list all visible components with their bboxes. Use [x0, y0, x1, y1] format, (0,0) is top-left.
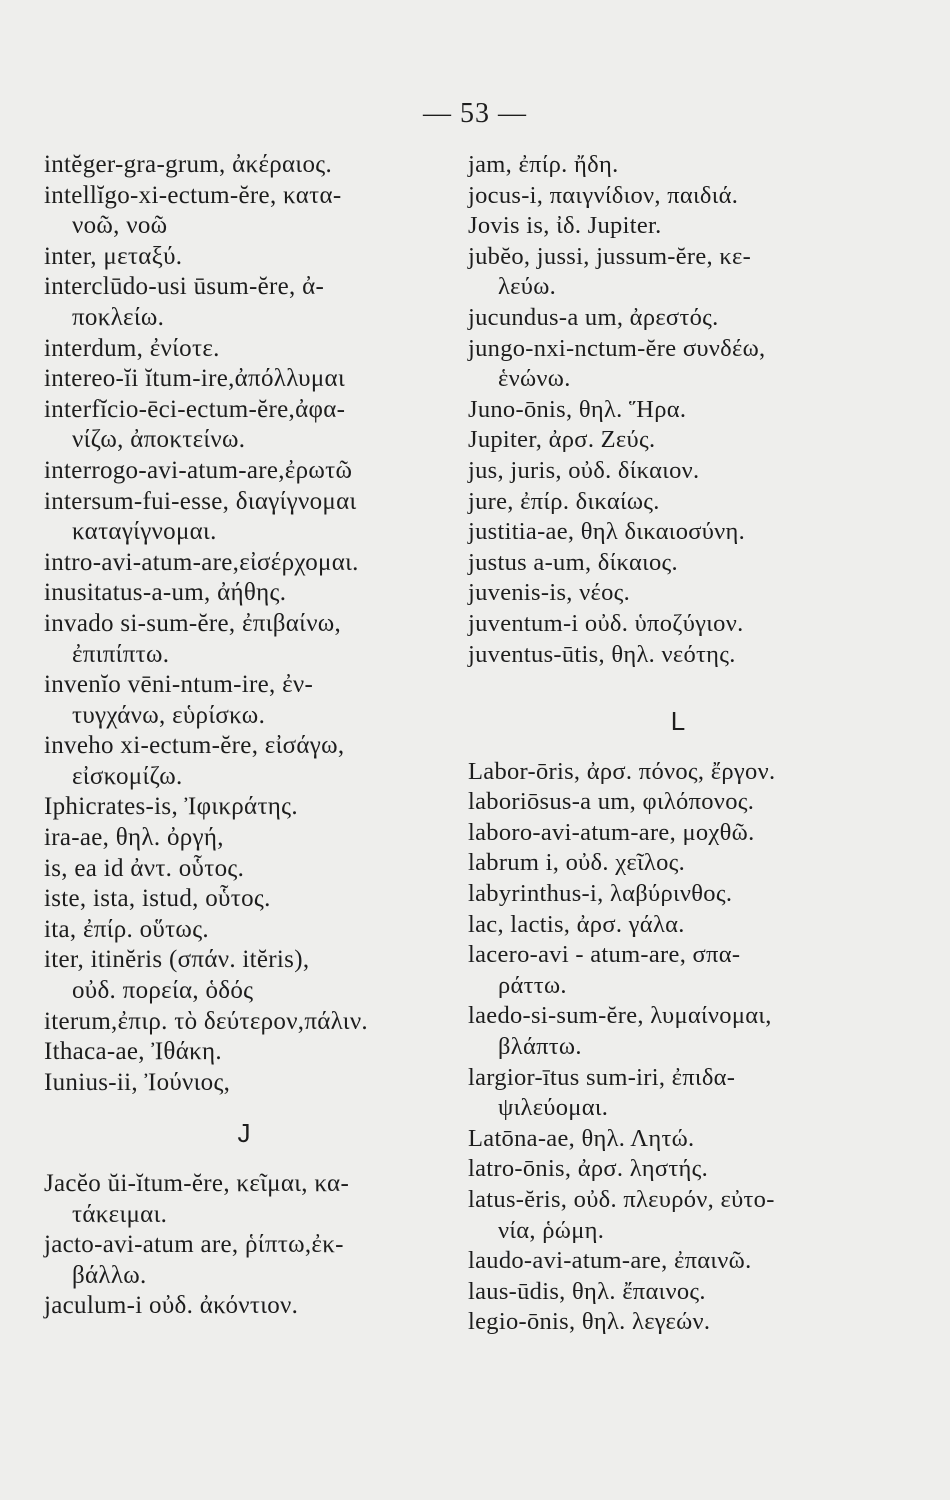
entry-largior: largior-ītus sum-iri, ἐπιδα-	[468, 1063, 736, 1091]
entry-inusitatus: inusitatus-a-um, ἀήθης.	[44, 579, 287, 607]
entry-jacto: jacto-avi-atum are, ῥίπτω,ἐκ-	[44, 1231, 344, 1259]
entry-ithaca: Ithaca-ae, Ἰθάκη.	[44, 1038, 222, 1066]
entry-juvenis: juvenis-is, νέος.	[468, 579, 631, 607]
entry-interficio-cont: νίζω, ἀποκτείνω.	[72, 426, 246, 454]
entry-intersum: intersum-fui-esse, διαγίγνομαι	[44, 487, 357, 515]
entry-jubeo: jubĕo, jussi, jussum-ĕre, κε-	[468, 242, 752, 270]
entry-integer: intĕger-gra-grum, ἀκέραιος.	[44, 151, 332, 178]
entry-jam: jam, ἐπίρ. ἤδη.	[468, 151, 619, 178]
entry-is: is, ea id ἀντ. οὗτος.	[44, 854, 245, 882]
entry-jupiter: Jupiter, ἀρσ. Ζεύς.	[468, 426, 656, 454]
entry-iter-cont: οὐδ. πορεία, ὁδός	[72, 977, 254, 1005]
entry-jaculum: jaculum-i οὐδ. ἀκόντιον.	[44, 1292, 299, 1320]
entry-inveho-cont: εἰσκομίζω.	[72, 762, 183, 790]
entry-iter: iter, itinĕris (σπάν. itĕris),	[44, 946, 310, 974]
entry-interdum: interdum, ἐνίοτε.	[44, 334, 220, 362]
entry-jure: jure, ἐπίρ. δικαίως.	[468, 487, 660, 515]
entry-latro: latro-ōnis, ἀρσ. ληστής.	[468, 1155, 709, 1183]
entry-largior-cont: ψιλεύομαι.	[498, 1094, 609, 1122]
entry-laedo-cont: βλάπτω.	[498, 1033, 582, 1061]
entry-juno: Juno-ōnis, θηλ. Ἥρα.	[468, 395, 687, 423]
entry-interrogo: interrogo-avi-atum-are,ἐρωτῶ	[44, 456, 353, 484]
entry-iunius: Iunius-ii, Ἰούνιος,	[44, 1068, 231, 1096]
left-column	[44, 150, 444, 1322]
entry-lacero-cont: ράττω.	[498, 971, 567, 999]
section-heading-l: L	[670, 706, 686, 737]
entry-jacto-cont: βάλλω.	[72, 1261, 147, 1289]
entry-juventus: juventus-ūtis, θηλ. νεότης.	[468, 640, 736, 668]
right-column	[468, 150, 888, 1338]
entry-interficio: interfĭcio-ēci-ectum-ĕre,ἀφα-	[44, 395, 346, 423]
entry-iste: iste, ista, istud, οὗτος.	[44, 885, 271, 913]
entry-invenio: invenĭo vēni-ntum-ire, ἐν-	[44, 671, 314, 699]
entry-ira: ira-ae, θηλ. ὀργή,	[44, 824, 224, 852]
entry-intelligo: intellĭgo-xi-ectum-ĕre, κατα-	[44, 181, 342, 209]
entry-iphicrates: Iphicrates-is, Ἰφικράτης.	[44, 793, 298, 821]
entry-invenio-cont: τυγχάνω, εὑρίσκω.	[72, 701, 266, 729]
entry-invado-cont: ἐπιπίπτω.	[72, 640, 170, 668]
entry-laboro: laboro-avi-atum-are, μοχθῶ.	[468, 818, 755, 846]
entry-laedo: laedo-si-sum-ĕre, λυμαίνομαι,	[468, 1002, 772, 1030]
entry-labrum: labrum i, οὐδ. χεῖλος.	[468, 849, 686, 877]
entry-invado: invado si-sum-ĕre, ἐπιβαίνω,	[44, 609, 342, 637]
entry-jocus: jocus-i, παιγνίδιον, παιδιά.	[468, 181, 739, 209]
entry-labyrinthus: labyrinthus-i, λαβύρινθος.	[468, 880, 733, 908]
entry-inveho: inveho xi-ectum-ĕre, εἰσάγω,	[44, 732, 345, 760]
entry-jus: jus, juris, οὐδ. δίκαιον.	[468, 456, 700, 484]
entry-jungo-cont: ἑνώνω.	[498, 365, 571, 393]
entry-jaceo: Jacĕo ŭi-ĭtum-ĕre, κεῖμαι, κα-	[44, 1170, 350, 1197]
entry-latona: Latōna-ae, θηλ. Λητώ.	[468, 1124, 695, 1152]
page-number: — 53 —	[423, 98, 527, 129]
entry-justus: justus a-um, δίκαιος.	[468, 548, 678, 576]
entry-latus-cont: νία, ῥώμη.	[498, 1216, 605, 1244]
entry-jucundus: jucundus-a um, ἀρεστός.	[468, 303, 719, 331]
entry-lac: lac, lactis, ἀρσ. γάλα.	[468, 910, 685, 938]
entry-laus: laus-ūdis, θηλ. ἔπαινος.	[468, 1277, 706, 1305]
entry-intercludo: interclūdo-usi ūsum-ĕre, ἀ-	[44, 273, 325, 301]
entry-jovis: Jovis is, ἰδ. Jupiter.	[468, 212, 662, 240]
section-heading-j: J	[237, 1118, 251, 1149]
entry-lacero: lacero-avi - atum-are, σπα-	[468, 941, 741, 969]
entry-jaceo-cont: τάκειμαι.	[72, 1200, 168, 1228]
entry-intereo: intereo-ĭi ĭtum-ire,ἀπόλλυμαι	[44, 365, 345, 393]
entry-laboriosus: laboriōsus-a um, φιλόπονος.	[468, 788, 755, 816]
entry-inter: inter, μεταξύ.	[44, 242, 183, 270]
entry-intro: intro-avi-atum-are,εἰσέρχομαι.	[44, 548, 359, 576]
entry-labor: Labor-ōris, ἀρσ. πόνος, ἔργον.	[468, 757, 776, 785]
entry-jungo: jungo-nxi-nctum-ĕre συνδέω,	[468, 334, 766, 362]
entry-justitia: justitia-ae, θηλ δικαιοσύνη.	[468, 518, 746, 546]
entry-jubeo-cont: λεύω.	[498, 273, 557, 301]
entry-legio: legio-ōnis, θηλ. λεγεών.	[468, 1308, 711, 1336]
entry-laudo: laudo-avi-atum-are, ἐπαινῶ.	[468, 1247, 752, 1275]
entry-juventum: juventum-i οὐδ. ὑποζύγιον.	[468, 609, 744, 637]
entry-intersum-cont: καταγίγνομαι.	[72, 518, 217, 546]
entry-latus: latus-ĕris, οὐδ. πλευρόν, εὐτο-	[468, 1186, 775, 1213]
entry-intelligo-cont: νοῶ, νοῶ	[72, 212, 168, 240]
entry-ita: ita, ἐπίρ. οὕτως.	[44, 915, 209, 943]
entry-iterum: iterum,ἐπιρ. τὸ δεύτερον,πάλιν.	[44, 1007, 368, 1035]
entry-intercludo-cont: ποκλείω.	[72, 303, 165, 331]
